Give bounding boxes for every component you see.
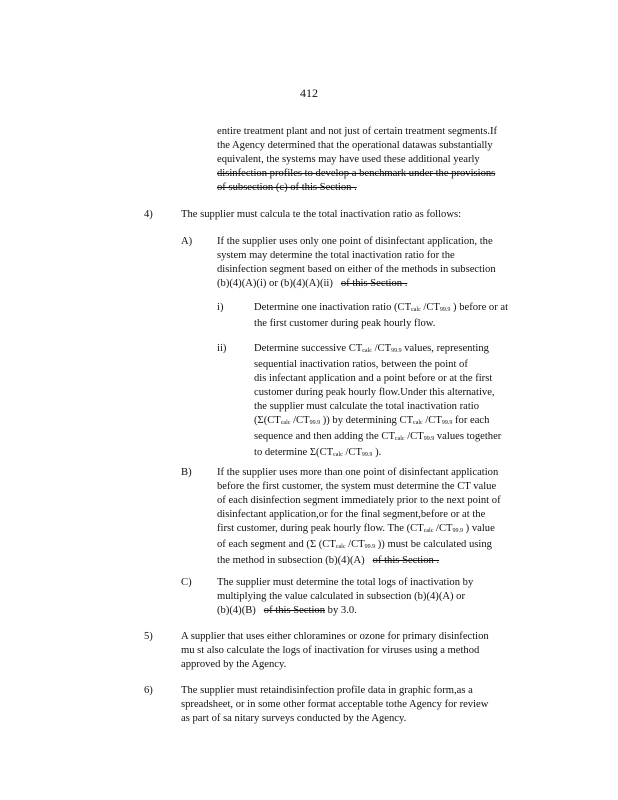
text-line: entire treatment plant and not just of certain treatment segments.If — [217, 126, 498, 137]
citation: the method in subsection (b)(4)(A) — [217, 555, 365, 566]
struck-text-line: disinfection profiles to develop a benchmark under the provisions — [217, 168, 496, 179]
struck-text: of this Section . — [340, 278, 408, 289]
item-4-label: 4) — [144, 209, 153, 220]
item-4ai-label: i) — [217, 302, 224, 313]
text-line: the supplier must calculate the total inactivation ratio — [254, 401, 480, 412]
text-line: sequential inactivation ratios, between the point of — [254, 359, 468, 370]
text-line — [217, 522, 543, 538]
struck-text: of this Section . — [372, 555, 440, 566]
text-line: A supplier that uses either chloramines or ozone for primary disinfection — [181, 631, 489, 642]
subscript: calc — [280, 420, 291, 426]
text: /CT — [407, 431, 424, 442]
item-6-text — [181, 684, 525, 726]
text: /CT — [374, 343, 392, 354]
item-4a-label: A) — [181, 236, 193, 247]
text: values, representing — [404, 343, 489, 354]
subscript: 99.9 — [423, 436, 435, 442]
text-line: system may determine the total inactivation ratio for the — [217, 250, 455, 261]
text-line: The supplier must calcula te the total inactivation ratio as follows: — [181, 209, 462, 220]
text: for each — [455, 415, 490, 426]
subscript: calc — [394, 436, 405, 442]
text: /CT — [348, 539, 365, 550]
intro-paragraph — [217, 125, 529, 195]
struck-text-line: of subsection (c) of this Section . — [217, 182, 357, 193]
text: Determine one inactivation ratio (CT — [254, 302, 412, 313]
text: ) before or at — [453, 302, 509, 313]
text-line: of each disinfection segment immediately prior to the next point of — [217, 495, 501, 506]
text: /CT — [345, 447, 362, 458]
text-line: spreadsheet, or in some other format acceptable tothe Agency for review — [181, 699, 489, 710]
text-line — [217, 554, 543, 568]
text-line: disinfection segment based on either of the methods in subsection — [217, 264, 496, 275]
text: to determine Σ(CT — [254, 447, 334, 458]
text-line: as part of sa nitary surveys conducted by the Agency. — [181, 713, 407, 724]
subscript: 99.9 — [441, 420, 453, 426]
item-5-text — [181, 630, 525, 672]
subscript: calc — [333, 452, 343, 458]
text: Determine successive CT — [254, 343, 363, 354]
struck-text: of this Section — [263, 605, 325, 616]
text: by 3.0. — [327, 605, 357, 616]
text: /CT — [425, 415, 442, 426]
text: values together — [436, 431, 502, 442]
item-4aii-text — [254, 342, 544, 462]
subscript: calc — [413, 420, 423, 426]
subscript: 99.9 — [391, 348, 402, 354]
item-4-text — [181, 208, 511, 222]
text-line — [254, 414, 544, 430]
text-line — [217, 538, 543, 554]
item-4b-label: B) — [181, 467, 192, 478]
text-line — [217, 277, 535, 291]
subscript: calc — [335, 544, 346, 550]
item-4ai-text — [254, 301, 544, 331]
item-4b-text — [217, 466, 543, 568]
text: (Σ(CT — [254, 415, 281, 426]
text: )) by determining CT — [322, 415, 414, 426]
subscript: 99.9 — [309, 420, 321, 426]
text-line — [217, 604, 539, 618]
text-line: approved by the Agency. — [181, 659, 287, 670]
subscript: 99.9 — [361, 452, 373, 458]
text: /CT — [293, 415, 310, 426]
text-line: equivalent, the systems may have used these additional yearly — [217, 154, 480, 165]
page-number: 412 — [300, 86, 318, 100]
text-line: If the supplier uses more than one point of disinfectant application — [217, 467, 499, 478]
item-5-label: 5) — [144, 631, 153, 642]
subscript: 99.9 — [439, 307, 451, 313]
text-line: the first customer during peak hourly flow. — [254, 318, 436, 329]
item-4a-text — [217, 235, 535, 291]
text-line: The supplier must retaindisinfection profile data in graphic form,as a — [181, 685, 473, 696]
text-line — [254, 430, 544, 446]
subscript: calc — [411, 307, 421, 313]
subscript: calc — [423, 528, 434, 534]
text-line: customer during peak hourly flow.Under this alternative, — [254, 387, 495, 398]
citation: (b)(4)(A)(i) or (b)(4)(A)(ii) — [217, 278, 333, 289]
item-4c-label: C) — [181, 577, 192, 588]
text-line: disinfectant application,or for the final segment,before or at the — [217, 509, 486, 520]
text: /CT — [436, 523, 453, 534]
text-line: the Agency determined that the operational datawas substantially — [217, 140, 493, 151]
text-line: The supplier must determine the total logs of inactivation by — [217, 577, 474, 588]
subscript: 99.9 — [364, 544, 376, 550]
text-line — [254, 446, 544, 462]
text: ). — [375, 447, 382, 458]
text-line — [254, 301, 544, 317]
text: sequence and then adding the CT — [254, 431, 395, 442]
text-line: dis infectant application and a point before or at the first — [254, 373, 493, 384]
text-line — [254, 342, 544, 358]
item-4aii-label: ii) — [217, 343, 227, 354]
item-6-label: 6) — [144, 685, 153, 696]
item-4c-text — [217, 576, 539, 618]
subscript: 99.9 — [452, 528, 463, 534]
text: first customer, during peak hourly flow. The (CT — [217, 523, 424, 534]
citation: (b)(4)(B) — [217, 605, 256, 616]
subscript: calc — [362, 348, 372, 354]
text-line: multiplying the value calculated in subsection (b)(4)(A) or — [217, 591, 465, 602]
text: /CT — [423, 302, 440, 313]
text-line: If the supplier uses only one point of disinfectant application, the — [217, 236, 493, 247]
text: ) value — [465, 523, 495, 534]
text-line: mu st also calculate the logs of inactivation for viruses using a method — [181, 645, 480, 656]
text: of each segment and (Σ (CT — [217, 539, 336, 550]
text: )) must be calculated using — [377, 539, 492, 550]
text-line: before the first customer, the system must determine the CT value — [217, 481, 497, 492]
